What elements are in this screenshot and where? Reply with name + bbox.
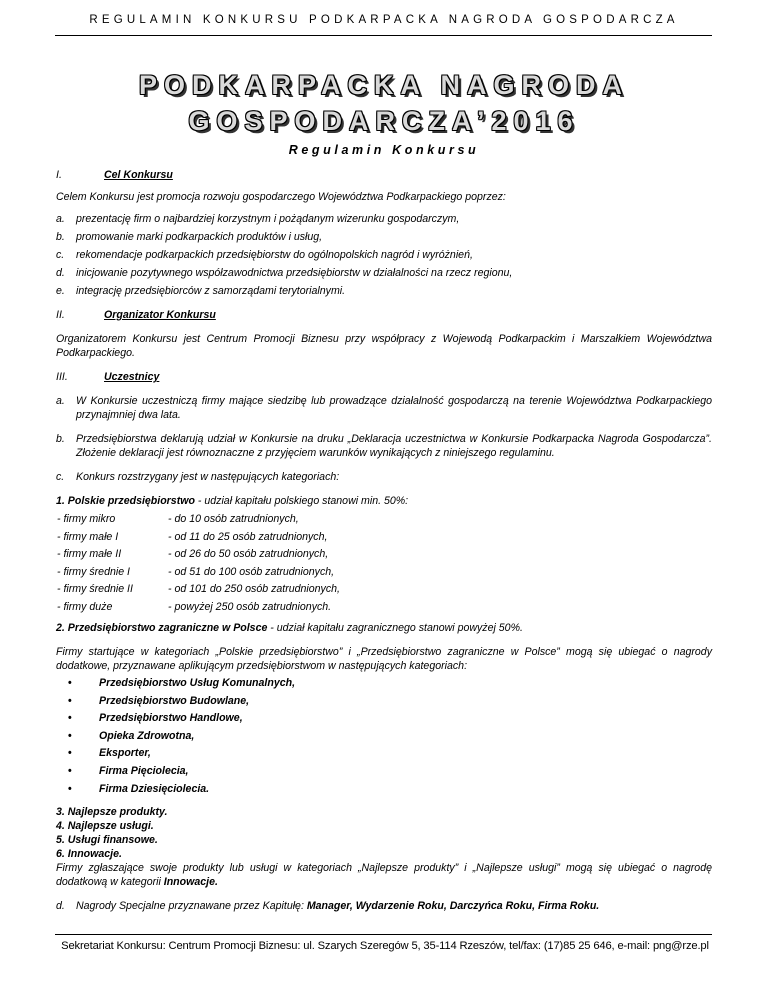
- category-1-heading: [56, 494, 712, 508]
- item-letter: c.: [56, 249, 65, 261]
- innovation-body: Firmy zgłaszające swoje produkty lub usługi w kategoriach „Najlepsze produkty” i „Najlepsze usługi” mogą się ubiegać o nagrodę dodatkową w kategorii: [56, 862, 712, 889]
- section-3-heading: [56, 370, 712, 384]
- section-3-item-a: [56, 394, 712, 422]
- innovation-text: [56, 861, 712, 889]
- item-letter: c.: [56, 471, 65, 483]
- size-name: - firmy małe II: [57, 548, 122, 560]
- footer: Sekretariat Konkursu: Centrum Promocji Biznesu: ul. Szarych Szeregów 5, 35-114 Rzeszów, tel/fax: (17)85 25 646, e-mail: png@rze.pl: [61, 940, 709, 952]
- section-number: I.: [56, 169, 62, 181]
- item-text: prezentację firm o najbardziej korzystnym i pożądanym wizerunku gospodarczym,: [76, 213, 460, 225]
- section-2-heading: [56, 308, 712, 322]
- section-title: Uczestnicy: [104, 371, 160, 383]
- table-row: [57, 530, 712, 548]
- section-title: Cel Konkursu: [104, 169, 173, 181]
- size-name: - firmy małe I: [57, 530, 119, 543]
- main-title-line-2: GOSPODARCZA’2016: [188, 106, 580, 136]
- section-d-body: Nagrody Specjalne przyznawane przez Kapitułę:: [76, 900, 307, 913]
- table-row: [57, 582, 712, 600]
- item-letter: b.: [56, 433, 65, 445]
- bullet-icon: •: [68, 694, 72, 707]
- list-item: [56, 694, 712, 712]
- bullet-icon: •: [68, 677, 72, 689]
- category-4-heading: 4. Najlepsze usługi.: [56, 820, 154, 833]
- size-range: - powyżej 250 osób zatrudnionych.: [168, 600, 332, 613]
- company-size-table: [57, 512, 712, 617]
- size-range: - od 51 do 100 osób zatrudnionych,: [168, 565, 335, 578]
- item-letter: d.: [56, 267, 65, 279]
- size-range: - od 11 do 25 osób zatrudnionych,: [168, 530, 328, 543]
- bullet-icon: •: [68, 747, 72, 760]
- item-text: [76, 899, 712, 913]
- additional-awards-text: Firmy startujące w kategoriach „Polskie przedsiębiorstwo” i „Przedsiębiorstwo zagraniczne w Polsce” mogą się ubiegać o nagrody dodatkowe, przyznawane aplikującym przedsiębiorstwom w następujących kategoriach:: [56, 646, 712, 672]
- table-row: [57, 512, 712, 530]
- item-letter: a.: [56, 395, 65, 407]
- size-range: - od 101 do 250 osób zatrudnionych,: [168, 583, 340, 595]
- category-5-heading: 5. Usługi finansowe.: [56, 834, 158, 847]
- size-name: - firmy mikro: [57, 513, 116, 525]
- main-title-line-1: PODKARPACKA NAGRODA: [139, 70, 629, 100]
- item-text: Przedsiębiorstwo Budowlane,: [99, 694, 250, 707]
- section-d-bold: Manager, Wydarzenie Roku, Darczyńca Roku, Firma Roku.: [306, 900, 600, 913]
- size-name: - firmy duże: [57, 600, 113, 613]
- running-header: REGULAMIN KONKURSU PODKARPACKA NAGRODA GOSPODARCZA: [89, 14, 679, 26]
- category-3-heading: 3. Najlepsze produkty.: [56, 806, 168, 819]
- item-text: Firma Dziesięciolecia.: [99, 782, 210, 795]
- list-item: [56, 248, 712, 262]
- bullet-icon: •: [68, 712, 72, 725]
- size-range: - do 10 osób zatrudnionych,: [168, 513, 299, 525]
- item-text: Opieka Zdrowotna,: [99, 729, 195, 742]
- size-name: - firmy średnie II: [57, 583, 133, 595]
- section-number: II.: [56, 309, 65, 321]
- footer-rule: [55, 934, 712, 935]
- item-text: promowanie marki podkarpackich produktów i usług,: [76, 231, 323, 243]
- section-d: [56, 899, 712, 913]
- section-2-text: Organizatorem Konkursu jest Centrum Promocji Biznesu przy współpracy z Wojewodą Podkarpackim i Marszałkiem Województwa Podkarpackiego.: [56, 333, 712, 359]
- table-row: [57, 547, 712, 565]
- bullet-icon: •: [68, 729, 72, 742]
- table-row: [57, 600, 712, 618]
- item-text: Przedsiębiorstwa deklarują udział w Konkursie na druku „Deklaracja uczestnictwa w Konkursie Podkarpacka Nagroda Gospodarcza”. Złożenie deklaracji jest równoznaczne z przyjęciem warunków wynikających z niniejszego regulaminu.: [76, 433, 712, 459]
- item-text: integrację przedsiębiorców z samorządami terytorialnymi.: [76, 285, 346, 297]
- category-2-heading: [56, 621, 712, 635]
- item-letter: b.: [56, 231, 65, 243]
- bullet-icon: •: [68, 764, 72, 777]
- item-text: W Konkursie uczestniczą firmy mające siedzibę lub prowadzące działalność gospodarczą na terenie Województwa Podkarpackiego przynajmniej dwa lata.: [76, 395, 712, 421]
- list-item: [56, 230, 712, 244]
- list-item: [56, 711, 712, 729]
- category-1-title: 1. Polskie przedsiębiorstwo: [56, 495, 195, 507]
- category-6-heading: 6. Innowacje.: [56, 848, 122, 861]
- list-item: [56, 764, 712, 782]
- item-text: Eksporter,: [99, 747, 151, 760]
- item-text: Konkurs rozstrzygany jest w następujących kategoriach:: [76, 471, 340, 483]
- category-2-title: 2. Przedsiębiorstwo zagraniczne w Polsce: [56, 622, 268, 634]
- section-number: III.: [56, 371, 68, 383]
- section-3-item-c: [56, 470, 712, 484]
- list-item: [56, 746, 712, 764]
- section-title: Organizator Konkursu: [104, 309, 216, 321]
- item-letter: a.: [56, 213, 65, 225]
- item-text: Firma Pięciolecia,: [99, 764, 189, 777]
- list-item: [56, 266, 712, 280]
- header-rule: [55, 35, 712, 36]
- item-letter: d.: [56, 900, 65, 913]
- list-item: [56, 729, 712, 747]
- category-2-desc: - udział kapitału zagranicznego stanowi powyżej 50%.: [267, 622, 523, 634]
- category-1-desc: - udział kapitału polskiego stanowi min. 50%:: [194, 495, 409, 507]
- size-range: - od 26 do 50 osób zatrudnionych,: [168, 548, 329, 560]
- item-text: Przedsiębiorstwo Usług Komunalnych,: [99, 677, 296, 689]
- table-row: [57, 565, 712, 583]
- size-name: - firmy średnie I: [57, 565, 130, 578]
- section-1-intro: Celem Konkursu jest promocja rozwoju gospodarczego Województwa Podkarpackiego poprzez:: [56, 191, 506, 203]
- document-body: [56, 168, 712, 917]
- section-1-heading: [56, 168, 712, 182]
- list-item: [56, 212, 712, 226]
- item-text: Przedsiębiorstwo Handlowe,: [99, 712, 243, 725]
- section-3-item-b: [56, 432, 712, 460]
- subtitle: Regulamin Konkursu: [288, 143, 480, 157]
- bullet-icon: •: [68, 782, 72, 795]
- list-item: [56, 284, 712, 298]
- item-letter: e.: [56, 285, 65, 297]
- innovation-bold: Innowacje.: [163, 876, 218, 889]
- section-1-list: [56, 212, 712, 298]
- list-item: [56, 676, 712, 694]
- list-item: [56, 782, 712, 800]
- additional-awards-list: [56, 676, 712, 799]
- item-text: inicjowanie pozytywnego współzawodnictwa przedsiębiorstw w działalności na rzecz regionu,: [76, 267, 513, 279]
- item-text: rekomendacje podkarpackich przedsiębiorstw do ogólnopolskich nagród i wyróżnień,: [76, 249, 473, 261]
